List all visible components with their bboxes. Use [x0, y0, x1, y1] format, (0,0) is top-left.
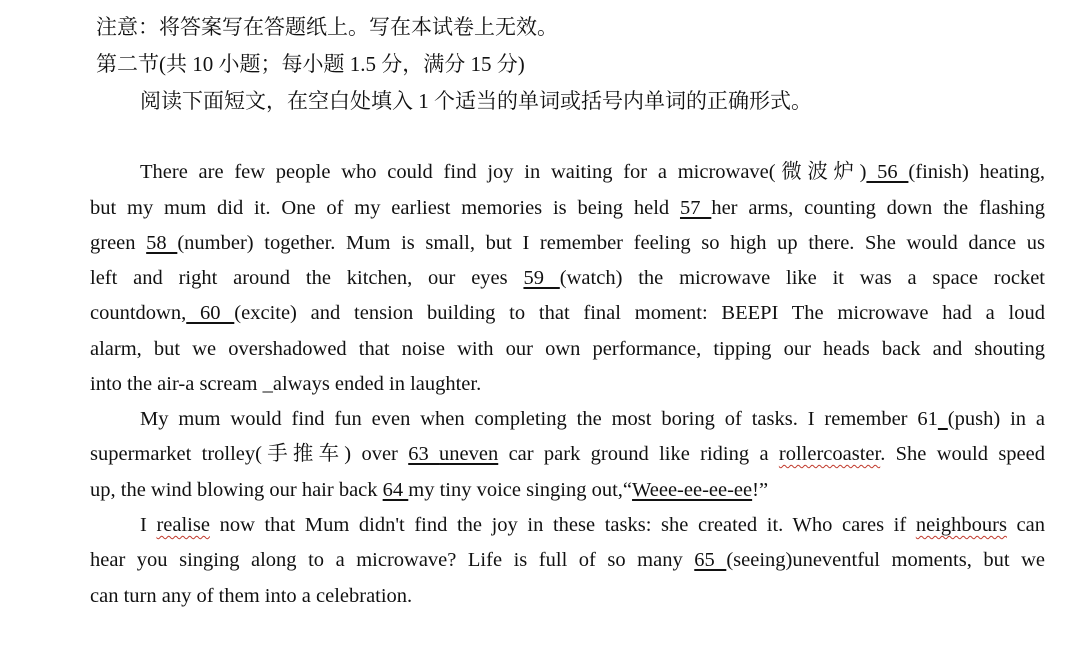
passage-line — [90, 371, 1045, 397]
passage-line — [90, 547, 1045, 573]
passage-line — [140, 406, 1045, 432]
text-run: her arms, counting down the flashing — [711, 197, 1045, 219]
text-run: car park ground like riding a — [498, 443, 779, 465]
passage-line — [90, 195, 1045, 221]
text-run: but my mum did it. One of my earliest memories is being held — [90, 197, 680, 219]
blank-63: 63 — [408, 443, 440, 465]
text-run: (push) in a — [947, 408, 1045, 430]
instruction-line: 阅读下面短文，在空白处填入 1 个适当的单词或括号内单词的正确形式。 — [140, 89, 812, 113]
passage-line — [90, 300, 1045, 326]
blank-58: 58 — [146, 232, 178, 254]
passage-line — [140, 512, 1045, 538]
text-run: countdown, — [90, 302, 187, 324]
passage-line — [140, 159, 1045, 185]
wavy-underlined-word: neighbours — [915, 514, 1007, 536]
text-run: (seeing)uneventful moments, but we — [726, 549, 1046, 571]
passage-line: alarm, but we overshadowed that noise with our own performance, tipping our heads back and shouting — [90, 338, 1045, 360]
text-run: !” — [752, 479, 769, 501]
text-run: into the air-a scream — [90, 373, 263, 395]
section-heading: 第二节(共 10 小题；每小题 1.5 分，满分 15 分) — [96, 52, 525, 76]
text-run: always ended in laughter. — [272, 373, 482, 395]
blank-60: 60 — [186, 302, 235, 324]
passage-line — [90, 441, 1045, 467]
text-run: There are few people who could find joy in waiting for a microwave(微波炉) — [140, 161, 867, 183]
underlined-word: Weee-ee-ee-ee — [632, 479, 753, 501]
text-run: can — [1006, 514, 1045, 536]
wavy-underlined-word: realise — [156, 514, 210, 536]
text-run: My mum would find fun even when completing the most boring of tasks. I remember 61 — [140, 408, 938, 430]
text-run: (excite) and tension building to that final moment: BEEPI The microwave had a loud — [234, 302, 1045, 324]
text-run: hear you singing along to a microwave? Life is full of so many — [90, 549, 695, 571]
text-run: (number) together. Mum is small, but I remember feeling so high up there. She would dance us — [177, 232, 1046, 254]
text-run: . She would speed — [880, 443, 1045, 465]
blank-57: 57 — [679, 197, 712, 219]
text-run: (watch) the microwave like it was a space rocket — [559, 267, 1045, 289]
text-run: left and right around the kitchen, our eyes — [90, 267, 524, 289]
passage-line — [90, 477, 1045, 503]
passage-line — [90, 265, 1045, 291]
text-run: green — [90, 232, 147, 254]
blank-61 — [938, 408, 948, 430]
text-run: (finish) heating, — [908, 161, 1045, 183]
underlined-word: uneven — [439, 443, 499, 465]
text-run: my tiny voice singing out,“ — [408, 479, 633, 501]
blank-65: 65 — [694, 549, 727, 571]
text-run: up, the wind blowing our hair back — [90, 479, 383, 501]
text-run: now that Mum didn't find the joy in these tasks: she created it. Who cares if — [209, 514, 916, 536]
passage-line: can turn any of them into a celebration. — [90, 585, 413, 607]
text-run: I — [140, 514, 157, 536]
wavy-underlined-word: rollercoaster — [778, 443, 881, 465]
blank-mark: _ — [262, 373, 273, 395]
passage-line — [90, 230, 1045, 256]
text-run: supermarket trolley(手推车) over — [90, 443, 409, 465]
notice-line: 注意：将答案写在答题纸上。写在本试卷上无效。 — [96, 15, 558, 39]
blank-59: 59 — [523, 267, 560, 289]
blank-56: 56 — [866, 161, 909, 183]
blank-64: 64 — [382, 479, 409, 501]
